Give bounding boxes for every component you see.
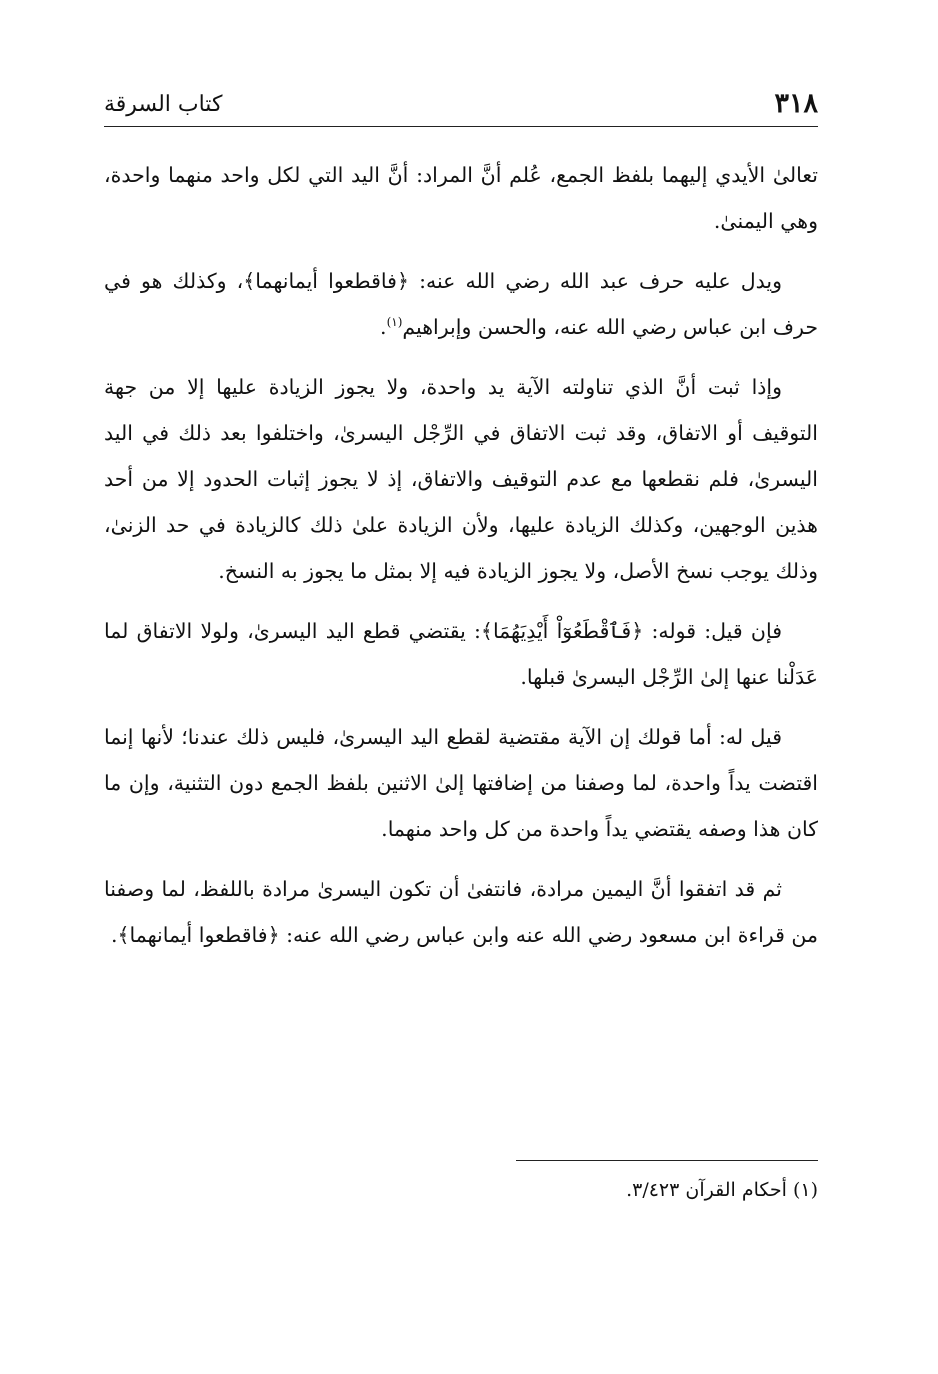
running-title: كتاب السرقة <box>104 92 223 117</box>
paragraph <box>104 152 818 244</box>
page-header <box>104 86 818 127</box>
page-number: ٣١٨ <box>774 88 818 119</box>
paragraph <box>104 866 818 958</box>
paragraph-text: ويدل عليه حرف عبد الله رضي الله عنه: ﴿فاقطعوا أيمانهما﴾، وكذلك هو في حرف ابن عباس رضي الله عنه، والحسن وإبراهيم <box>104 269 818 339</box>
paragraph-tail: . <box>380 315 387 339</box>
footnote-marker: (١) <box>386 315 403 330</box>
footnote: (١) أحكام القرآن ٣/٤٢٣. <box>626 1179 818 1201</box>
main-text <box>104 152 818 972</box>
paragraph-text: قيل له: أما قولك إن الآية مقتضية لقطع اليد اليسرىٰ، فليس ذلك عندنا؛ لأنها إنما اقتضت يداً واحدة، لما وصفنا من إضافتها إلىٰ الاثنين بلفظ الجمع دون التثنية، وإن ما كان هذا وصفه يقتضي يداً واحدة من كل واحد منهما. <box>104 725 818 841</box>
paragraph <box>104 258 818 350</box>
paragraph-text: تعالىٰ الأيدي إليهما بلفظ الجمع، عُلم أنَّ المراد: أنَّ اليد التي لكل واحد منهما واحدة، وهي اليمنىٰ. <box>104 163 818 233</box>
footnote-separator <box>516 1160 818 1161</box>
paragraph <box>104 608 818 700</box>
paragraph <box>104 714 818 852</box>
paragraph <box>104 364 818 594</box>
paragraph-text: فإن قيل: قوله: ﴿فَٱقْطَعُوٓاْ أَيْدِيَهُمَا﴾: يقتضي قطع اليد اليسرىٰ، ولولا الاتفاق لما عَدَلْنا عنها إلىٰ الرِّجْل اليسرىٰ قبلها. <box>104 619 818 689</box>
paragraph-text: ثم قد اتفقوا أنَّ اليمين مرادة، فانتفىٰ أن تكون اليسرىٰ مرادة باللفظ، لما وصفنا من قراءة ابن مسعود رضي الله عنه وابن عباس رضي الله عنه: ﴿فاقطعوا أيمانهما﴾. <box>104 877 818 947</box>
paragraph-text: وإذا ثبت أنَّ الذي تناولته الآية يد واحدة، ولا يجوز الزيادة عليها إلا من جهة التوقيف أو الاتفاق، وقد ثبت الاتفاق في الرِّجْل اليسرىٰ، واختلفوا بعد ذلك في اليد اليسرىٰ، فلم نقطعها مع عدم التوقيف والاتفاق، إذ لا يجوز إثبات الحدود إلا من أحد هذين الوجهين، وكذلك الزيادة عليها، ولأن الزيادة علىٰ ذلك كالزيادة في حد الزنىٰ، وذلك يوجب نسخ الأصل، ولا يجوز الزيادة فيه إلا بمثل ما يجوز به النسخ. <box>104 375 818 583</box>
